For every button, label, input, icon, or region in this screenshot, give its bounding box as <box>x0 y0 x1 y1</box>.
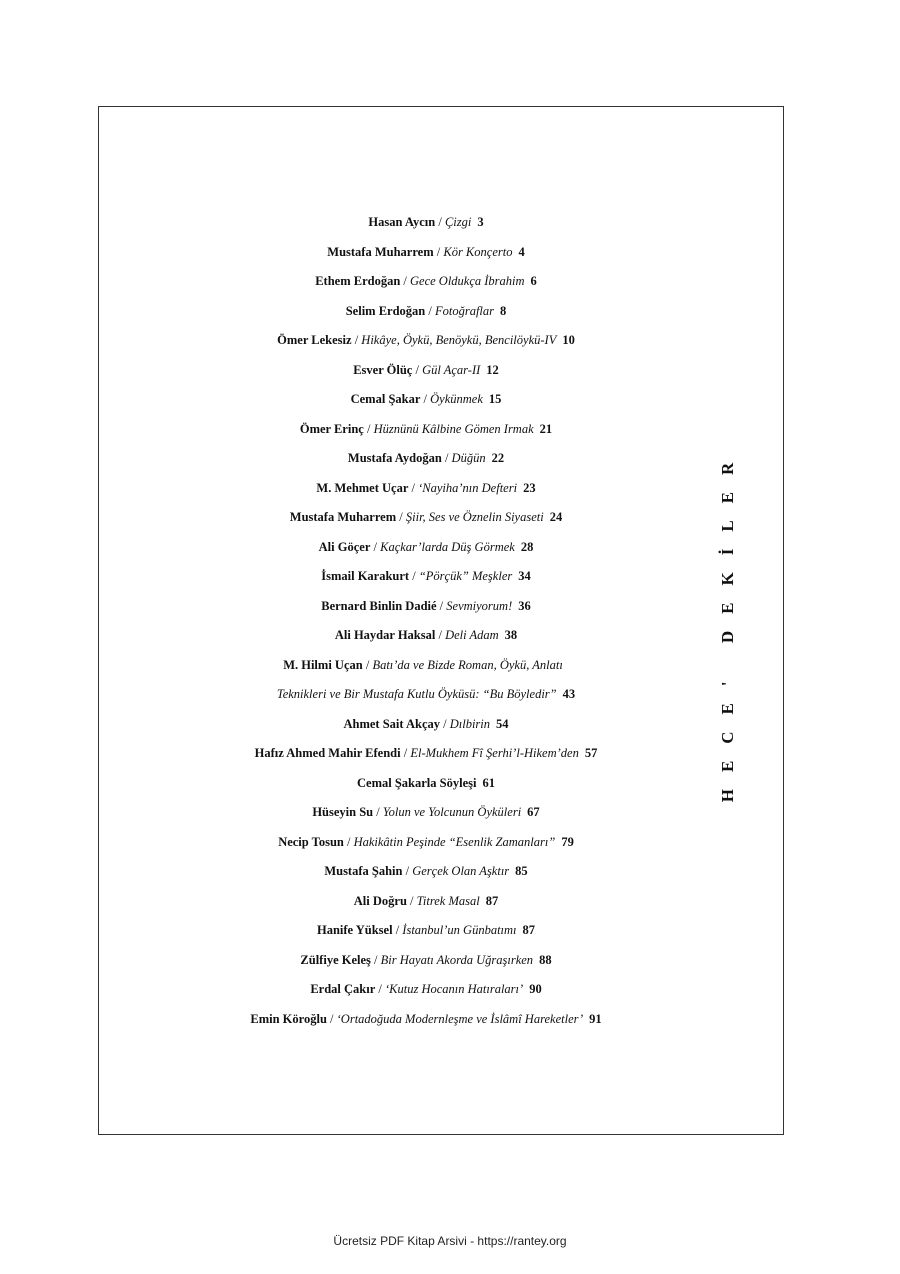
toc-separator: / <box>392 923 403 937</box>
toc-entry <box>226 857 626 887</box>
toc-page-number: 90 <box>529 982 542 996</box>
toc-author: Ali Doğru <box>353 893 407 908</box>
toc-entry <box>226 946 626 976</box>
toc-separator: / <box>396 510 406 524</box>
toc-separator: / <box>425 303 435 318</box>
toc-work-title: Hüznünü Kâlbine Gömen Irmak <box>373 421 534 436</box>
toc-entry <box>226 503 626 533</box>
toc-author: Hanife Yüksel <box>316 923 393 937</box>
toc-author: Hasan Aycın <box>368 215 436 229</box>
toc-page-number: 15 <box>488 392 502 406</box>
toc-author: Ali Haydar Haksal <box>334 628 436 642</box>
toc-separator: / <box>370 539 381 554</box>
toc-entry <box>226 769 626 799</box>
toc-author: İsmail Karakurt <box>321 569 410 583</box>
page-footer: Ücretsiz PDF Kitap Arsivi - https://rantey.org <box>333 1234 567 1248</box>
toc-separator: / <box>402 864 413 878</box>
toc-separator: / <box>400 746 411 760</box>
toc-work-title: Düğün <box>451 451 486 465</box>
toc-page-number: 4 <box>518 244 525 259</box>
toc-work-title: Gece Oldukça İbrahim <box>410 274 525 288</box>
toc-work-title: Çizgi <box>444 215 472 229</box>
toc-separator: / <box>440 716 450 731</box>
toc-page-number: 67 <box>527 805 540 819</box>
toc-page-number: 3 <box>477 215 484 229</box>
toc-author: Cemal Şakar <box>350 392 421 406</box>
toc-page-number: 43 <box>562 687 576 701</box>
toc-entry <box>226 1005 626 1035</box>
toc-separator: / <box>326 1011 337 1026</box>
toc-author: Selim Erdoğan <box>345 303 426 318</box>
toc-page-number: 79 <box>561 834 574 849</box>
toc-author: Mustafa Muharrem <box>289 510 397 524</box>
toc-author: Emin Köroğlu <box>250 1011 327 1026</box>
toc-page-number: 21 <box>539 421 553 436</box>
toc-work-title: ‘Ortadoğuda Modernleşme ve İslâmî Hareketler’ <box>336 1011 584 1026</box>
toc-separator: / <box>362 657 373 672</box>
toc-entry <box>226 267 626 297</box>
toc-author: M. Mehmet Uçar <box>316 480 409 495</box>
toc-work-title: El-Mukhem Fî Şerhi’l-Hikem’den <box>410 746 579 760</box>
toc-author: Bernard Binlin Dadié <box>321 598 437 613</box>
toc-work-title: Hakikâtin Peşinde “Esenlik Zamanları” <box>353 834 556 849</box>
toc-entry <box>226 474 626 504</box>
toc-page-number: 36 <box>518 598 531 613</box>
toc-page-number: 10 <box>562 333 575 347</box>
toc-author: Ömer Erinç <box>299 421 364 436</box>
toc-separator: / <box>409 569 419 583</box>
toc-entry <box>226 592 626 622</box>
toc-author: Mustafa Aydoğan <box>347 451 442 465</box>
toc-author: Esver Ölüç <box>353 362 413 377</box>
toc-work-title: Sevmiyorum! <box>446 598 513 613</box>
contents-heading: HECE' DEKİLER <box>718 445 737 803</box>
toc-separator: / <box>420 392 431 406</box>
toc-author: M. Hilmi Uçan <box>283 657 363 672</box>
toc-page-number: 87 <box>485 893 499 908</box>
toc-entry <box>226 326 626 356</box>
toc-separator: / <box>351 333 362 347</box>
toc-work-title: Dılbirin <box>449 716 491 731</box>
toc-page-number: 85 <box>515 864 528 878</box>
toc-page-number: 8 <box>500 303 507 318</box>
toc-separator: / <box>441 451 452 465</box>
toc-entry <box>226 621 626 651</box>
toc-entry <box>226 444 626 474</box>
toc-entry <box>226 533 626 563</box>
toc-entry <box>226 356 626 386</box>
toc-author: Hafız Ahmed Mahir Efendi <box>254 746 401 760</box>
toc-work-title: Hikâye, Öykü, Benöykü, Bencilöykü-IV <box>361 333 557 347</box>
toc-page-number: 22 <box>491 451 505 465</box>
toc-author: Necip Tosun <box>278 834 344 849</box>
toc-work-title: Şiir, Ses ve Öznelin Siyaseti <box>405 510 544 524</box>
toc-author: Ethem Erdoğan <box>315 274 401 288</box>
toc-page-number: 57 <box>584 746 598 760</box>
toc-author: Erdal Çakır <box>310 982 376 996</box>
toc-page-number: 23 <box>523 480 536 495</box>
toc-page-number: 38 <box>504 628 518 642</box>
toc-author: Cemal Şakarla Söyleşi <box>357 775 477 790</box>
toc-work-title: Titrek Masal <box>416 893 480 908</box>
toc-work-title: Gerçek Olan Aşktır <box>412 864 510 878</box>
toc-separator: / <box>435 215 445 229</box>
toc-work-title: ‘Kutuz Hocanın Hatıraları’ <box>384 982 524 996</box>
toc-work-title: Gül Açar-II <box>422 362 481 377</box>
toc-entry <box>226 385 626 415</box>
toc-page-number: 24 <box>549 510 563 524</box>
toc-entry <box>226 651 626 681</box>
toc-author: Mustafa Şahin <box>324 864 403 878</box>
toc-entry <box>226 562 626 592</box>
toc-page-number: 91 <box>589 1011 602 1026</box>
toc-entry <box>226 710 626 740</box>
toc-entry <box>226 798 626 828</box>
toc-entry <box>226 975 626 1005</box>
toc-entry <box>226 739 626 769</box>
toc-separator: / <box>436 598 447 613</box>
toc-author: Zülfiye Keleş <box>300 952 371 967</box>
toc-page-number: 61 <box>482 775 495 790</box>
toc-separator: / <box>408 480 419 495</box>
toc-page-number: 54 <box>496 716 509 731</box>
toc-work-title: “Pörçük” Meşkler <box>418 569 513 583</box>
toc-entry <box>226 828 626 858</box>
toc-work-title: Fotoğraflar <box>434 303 495 318</box>
toc-separator: / <box>370 952 381 967</box>
toc-work-title: Bir Hayatı Akorda Uğraşırken <box>380 952 534 967</box>
toc-work-title: Yolun ve Yolcunun Öyküleri <box>382 805 522 819</box>
toc-entry <box>226 680 626 710</box>
toc-work-title: Batı’da ve Bizde Roman, Öykü, Anlatı <box>372 657 563 672</box>
toc-page-number: 88 <box>539 952 552 967</box>
table-of-contents <box>226 208 626 1034</box>
toc-work-title: Kör Konçerto <box>443 244 513 259</box>
toc-work-title: Teknikleri ve Bir Mustafa Kutlu Öyküsü: “Bu Böyledir” <box>276 687 557 701</box>
toc-page-number: 34 <box>518 569 531 583</box>
toc-author: Mustafa Muharrem <box>327 244 434 259</box>
toc-entry <box>226 238 626 268</box>
toc-separator: / <box>435 628 446 642</box>
toc-page-number: 12 <box>486 362 499 377</box>
toc-separator: / <box>412 362 423 377</box>
toc-author: Hüseyin Su <box>312 805 374 819</box>
toc-work-title: İstanbul’un Günbatımı <box>402 923 517 937</box>
toc-entry <box>226 208 626 238</box>
toc-author: Ali Göçer <box>318 539 371 554</box>
toc-work-title: ‘Nayiha’nın Defteri <box>418 480 518 495</box>
toc-separator: / <box>406 893 417 908</box>
toc-work-title: Kaçkar’larda Düş Görmek <box>380 539 515 554</box>
toc-separator: / <box>373 805 383 819</box>
toc-work-title: Öykünmek <box>430 392 483 406</box>
toc-page-number: 6 <box>530 274 537 288</box>
toc-author: Ömer Lekesiz <box>277 333 352 347</box>
toc-separator: / <box>363 421 374 436</box>
toc-entry <box>226 916 626 946</box>
toc-work-title: Deli Adam <box>445 628 499 642</box>
toc-entry <box>226 415 626 445</box>
toc-separator: / <box>375 982 385 996</box>
toc-entry <box>226 297 626 327</box>
toc-separator: / <box>433 244 444 259</box>
toc-page-number: 87 <box>522 923 536 937</box>
toc-author: Ahmet Sait Akçay <box>343 716 440 731</box>
toc-separator: / <box>400 274 410 288</box>
toc-page-number: 28 <box>520 539 534 554</box>
toc-separator: / <box>343 834 354 849</box>
toc-entry <box>226 887 626 917</box>
